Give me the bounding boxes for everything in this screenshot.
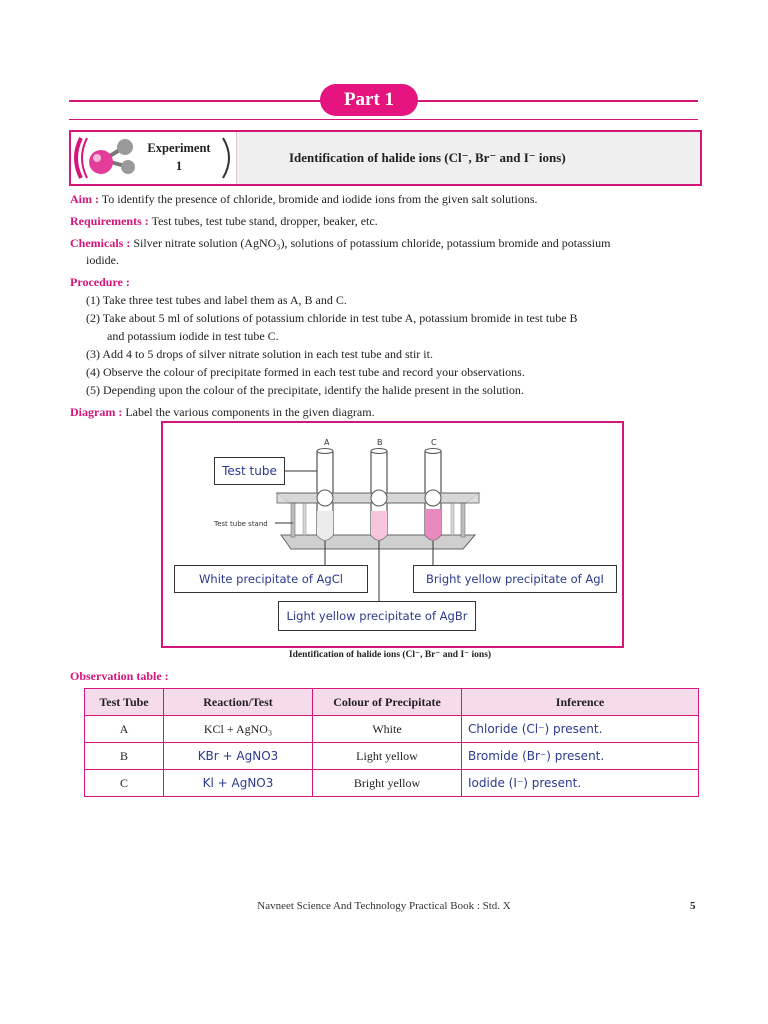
table-row (85, 770, 699, 797)
cell-inference: Iodide (I⁻) present. (462, 770, 699, 797)
experiment-label (144, 139, 214, 175)
cell-reaction: KBr + AgNO3 (164, 743, 313, 770)
light-yellow-precipitate-label: Light yellow precipitate of AgBr (278, 601, 476, 631)
tube-letter-a: A (324, 438, 330, 447)
cell-reaction: KCl + AgNO₃ (164, 716, 313, 743)
diagram-label: Diagram : (70, 405, 123, 419)
cell-test-tube: B (85, 743, 164, 770)
chemicals-label: Chemicals : (70, 236, 131, 250)
procedure-step: (2) Take about 5 ml of solutions of potassium chloride in test tube A, potassium bromide in test tube B (86, 311, 578, 325)
header-rule-bottom (69, 119, 698, 120)
table-header-row (85, 689, 699, 716)
requirements-line (70, 212, 378, 230)
chemicals-line (70, 234, 610, 252)
bright-yellow-precipitate-label: Bright yellow precipitate of AgI (413, 565, 617, 593)
aim-text: To identify the presence of chloride, bromide and iodide ions from the given salt solutions. (101, 192, 538, 206)
aim-label: Aim : (70, 192, 99, 206)
procedure-step: (5) Depending upon the colour of the precipitate, identify the halide present in the solution. (86, 383, 524, 397)
test-tube-diagram (161, 421, 624, 648)
diagram-text: Label the various components in the given diagram. (125, 405, 375, 419)
page-number: 5 (690, 900, 696, 912)
observation-table (84, 688, 699, 797)
cell-test-tube: C (85, 770, 164, 797)
cell-inference: Chloride (Cl⁻) present. (462, 716, 699, 743)
cell-test-tube: A (85, 716, 164, 743)
procedure-step: and potassium iodide in test tube C. (107, 329, 279, 343)
tube-letter-c: C (431, 438, 437, 447)
header-inference: Inference (462, 689, 699, 716)
table-row (85, 743, 699, 770)
tube-letter-b: B (377, 438, 383, 447)
experiment-number: 1 (175, 159, 183, 173)
table-row (85, 716, 699, 743)
part-title: Part 1 (320, 84, 418, 116)
procedure-step: (1) Take three test tubes and label them as A, B and C. (86, 293, 347, 307)
cell-reaction: Kl + AgNO3 (164, 770, 313, 797)
chemicals-text-cont: iodide. (86, 253, 119, 267)
chemicals-text: Silver nitrate solution (AgNO₃), solutions of potassium chloride, potassium bromide and potassium (133, 236, 611, 250)
footer-book-title: Navneet Science And Technology Practical Book : Std. X (257, 900, 511, 912)
cell-colour: Light yellow (313, 743, 462, 770)
procedure-step: (3) Add 4 to 5 drops of silver nitrate solution in each test tube and stir it. (86, 347, 433, 361)
header-reaction: Reaction/Test (164, 689, 313, 716)
procedure-step: (4) Observe the colour of precipitate formed in each test tube and record your observations. (86, 365, 525, 379)
header-colour: Colour of Precipitate (313, 689, 462, 716)
experiment-title: Identification of halide ions (Cl⁻, Br⁻ and I⁻ ions) (289, 150, 566, 165)
diagram-caption: Identification of halide ions (Cl⁻, Br⁻ and I⁻ ions) (288, 650, 492, 660)
test-tube-label-box: Test tube (214, 457, 285, 485)
header-test-tube: Test Tube (85, 689, 164, 716)
diagram-line (70, 403, 375, 421)
requirements-label: Requirements : (70, 214, 149, 228)
experiment-badge (71, 132, 237, 184)
white-precipitate-label: White precipitate of AgCl (174, 565, 368, 593)
observation-label: Observation table : (70, 669, 169, 683)
test-tube-stand-label: Test tube stand (214, 520, 268, 528)
cell-colour: White (313, 716, 462, 743)
cell-colour: Bright yellow (313, 770, 462, 797)
requirements-text: Test tubes, test tube stand, dropper, beaker, etc. (151, 214, 378, 228)
procedure-label: Procedure : (70, 275, 130, 289)
experiment-banner (69, 130, 702, 186)
cell-inference: Bromide (Br⁻) present. (462, 743, 699, 770)
aim-line (70, 190, 538, 208)
experiment-label-text: Experiment (147, 141, 211, 155)
